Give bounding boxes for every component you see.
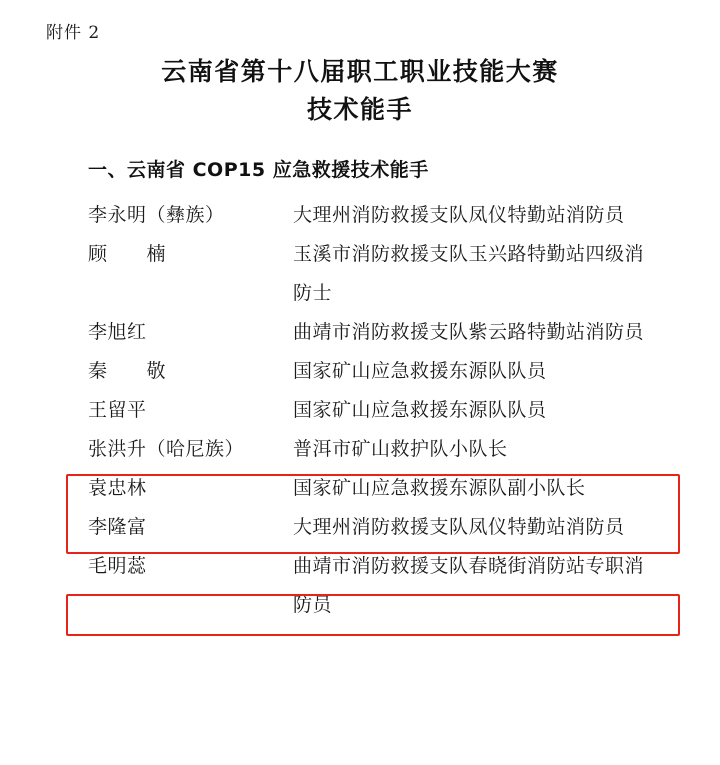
recipient-name: 王留平 — [88, 399, 147, 421]
page-title — [44, 53, 676, 129]
recipient-name: 毛明蕊 — [88, 555, 147, 577]
list-item — [88, 508, 676, 547]
recipient-organization: 国家矿山应急救援东源队队员 — [293, 360, 547, 382]
recipient-organization: 曲靖市消防救援支队紫云路特勤站消防员 — [293, 321, 645, 343]
list-item — [88, 313, 676, 352]
list-item — [88, 547, 676, 625]
recipient-name: 顾 楠 — [88, 243, 167, 265]
recipient-name: 李隆富 — [88, 516, 147, 538]
recipient-organization: 国家矿山应急救援东源队队员 — [293, 399, 547, 421]
recipient-name: 李旭红 — [88, 321, 147, 343]
list-item — [88, 469, 676, 508]
list-item — [88, 430, 676, 469]
recipient-organization: 国家矿山应急救援东源队副小队长 — [293, 477, 586, 499]
recipient-organization: 曲靖市消防救援支队春晓街消防站专职消防员 — [293, 555, 645, 616]
recipient-name: 张洪升（哈尼族） — [88, 438, 245, 460]
recipient-organization: 玉溪市消防救援支队玉兴路特勤站四级消防士 — [293, 243, 645, 304]
list-item — [88, 352, 676, 391]
list-item — [88, 391, 676, 430]
section-heading: 一、云南省 COP15 应急救援技术能手 — [88, 159, 429, 181]
attachment-label: 附件 2 — [46, 23, 101, 43]
list-item — [88, 235, 676, 313]
recipient-organization: 大理州消防救援支队凤仪特勤站消防员 — [293, 516, 625, 538]
recipient-name: 秦 敬 — [88, 360, 167, 382]
recipient-name: 袁忠林 — [88, 477, 147, 499]
recipient-organization: 大理州消防救援支队凤仪特勤站消防员 — [293, 204, 625, 226]
recipient-name: 李永明（彝族） — [88, 204, 225, 226]
recipient-organization: 普洱市矿山救护队小队长 — [293, 438, 508, 460]
page-title-line-1: 云南省第十八届职工职业技能大赛 — [161, 57, 559, 86]
page-title-line-2: 技术能手 — [306, 95, 413, 124]
award-list — [88, 196, 676, 625]
list-item — [88, 196, 676, 235]
